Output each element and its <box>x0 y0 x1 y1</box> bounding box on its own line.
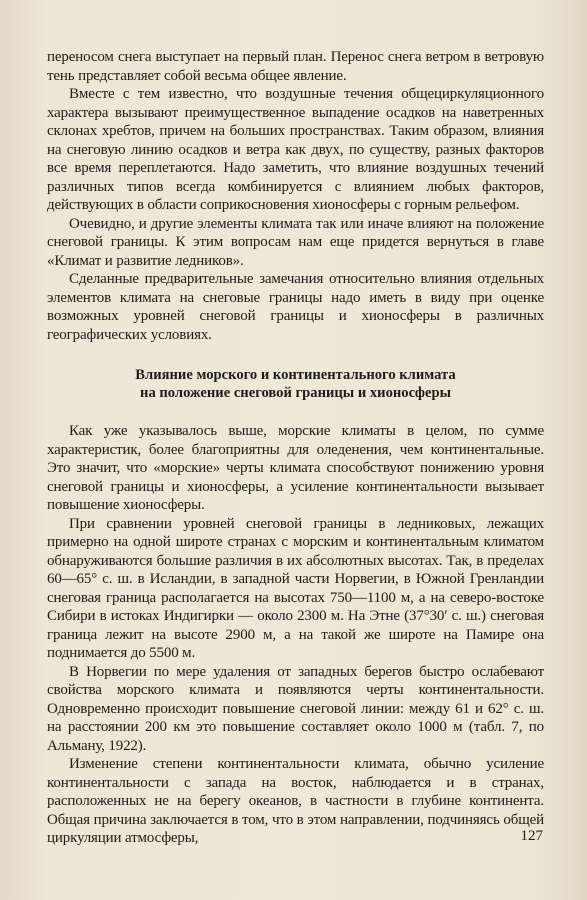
paragraph-preliminary-remarks: Сделанные предварительные замечания относительно влияния отдельных элементов климата на снеговые границы надо иметь в виду при оценке возможных уровней снеговой границы и хионосферы в различных географических условиях. <box>47 271 544 343</box>
section-heading-line-2: на положение снеговой границы и хионосферы <box>140 385 451 401</box>
paragraph-continentality-change: Изменение степени континентальности климата, обычно усиление континентальности с запада на восток, наблюдается и в странах, расположенных не на берегу океанов, в частности в глубине континента. Общая причина заключается в том, что в этом направлении, подчиняясь общей циркуляции атмосферы, <box>47 756 544 846</box>
page-number: 127 <box>520 828 543 844</box>
paragraph-other-elements: Очевидно, и другие элементы климата так или иначе влияют на положение снеговой границы. К этим вопросам нам еще придется вернуться в главе «Климат и развитие ледников». <box>47 215 544 269</box>
page-content <box>47 48 544 848</box>
paragraph-snowline-comparison: При сравнении уровней снеговой границы в ледниковых, лежащих примерно на одной широте странах с морским и континентальным климатом обнаруживаются большие различия в их абсолютных высотах. Так, в пределах 60—65° с. ш. в Исландии, в западной части Норвегии, в Южной Гренландии снеговая граница располагается на высотах 750—1100 м, а на северо-востоке Сибири в истоках Индигирки — около 2300 м. На Этне (37°30′ с. ш.) снеговая граница лежит на высоте 2900 м, а на такой же широте на Памире она поднимается до 5500 м. <box>47 515 544 661</box>
paragraph-maritime-climates: Как уже указывалось выше, морские климаты в целом, по сумме характеристик, более благоприятны для оледенения, чем континентальные. Это значит, что «морские» черты климата способствуют понижению уровня снеговой границы и хионосферы, а усиление континентальности вызывает повышение хионосферы. <box>47 423 544 513</box>
section-heading <box>47 366 544 402</box>
section-heading-line-1: Влияние морского и континентального климата <box>135 367 456 383</box>
paragraph-continuation: переносом снега выступает на первый план. Перенос снега ветром в ветровую тень представляет собой весьма общее явление. <box>47 49 544 84</box>
paragraph-air-currents: Вместе с тем известно, что воздушные течения общециркуляционного характера вызывают преимущественное выпадение осадков на наветренных склонах хребтов, причем на больших пространствах. Таким образом, влияния на снеговую линию осадков и ветра как двух, по существу, разных факторов все время переплетаются. Надо заметить, что влияние воздушных течений различных типов всегда комбинируется с влиянием любых факторов, действующих в области соприкосновения хионосферы с горным рельефом. <box>47 86 544 213</box>
paragraph-norway: В Норвегии по мере удаления от западных берегов быстро ослабевают свойства морского климата и появляются черты континентальности. Одновременно происходит повышение снеговой линии: между 61 и 62° с. ш. на расстоянии 200 км это повышение составляет около 1000 м (табл. 7, по Альману, 1922). <box>47 663 544 754</box>
